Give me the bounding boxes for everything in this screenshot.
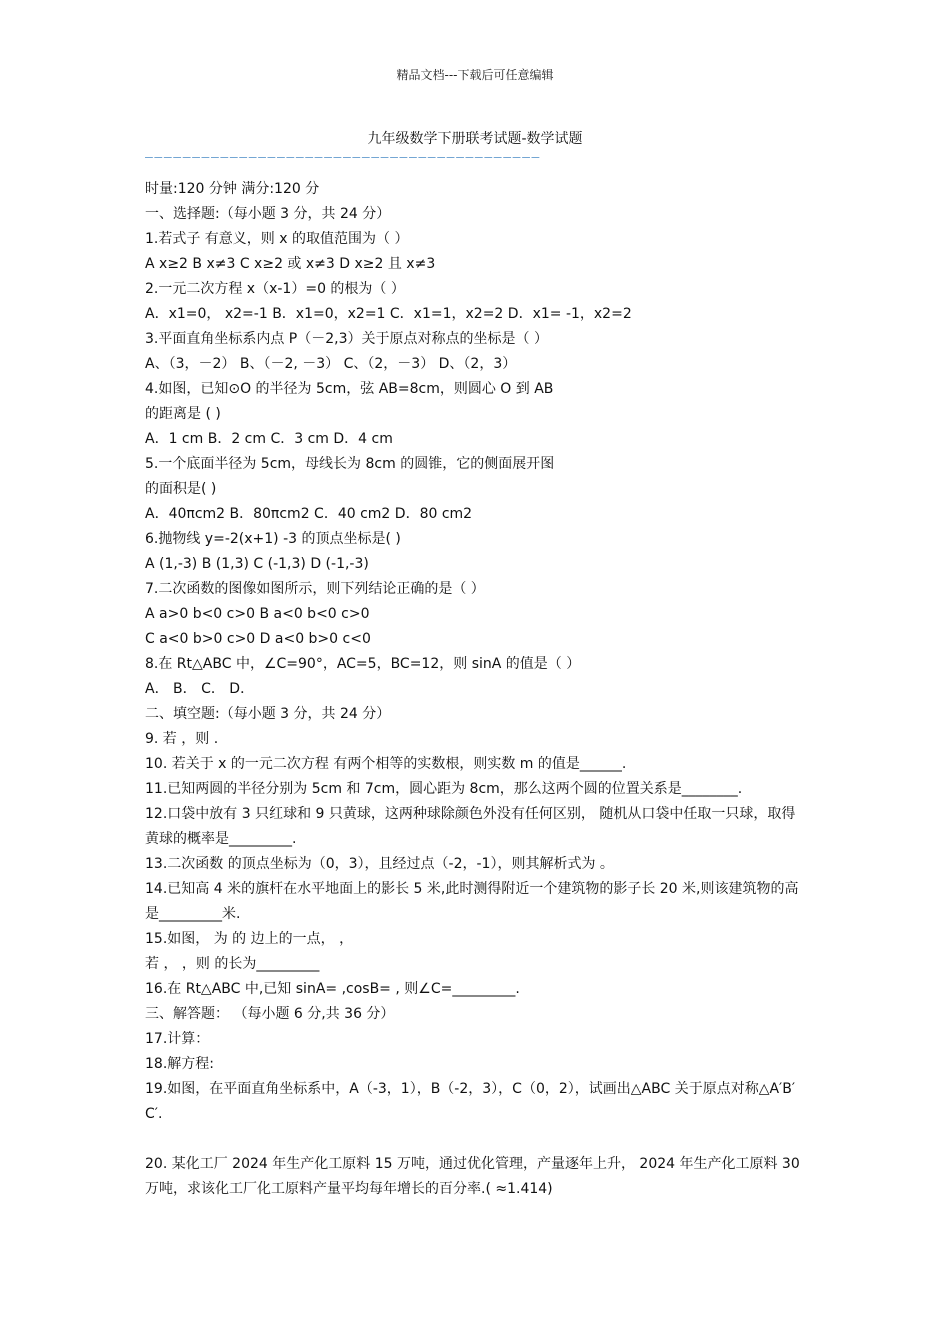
question-3: 3.平面直角坐标系内点 P（－2,3）关于原点对称点的坐标是（ ）: [145, 331, 548, 347]
section-heading-solve: 三、解答题： （每小题 6 分,共 36 分）: [145, 1006, 395, 1022]
question-10: 10. 若关于 x 的一元二次方程 有两个相等的实数根，则实数 m 的值是______.: [145, 756, 627, 772]
question-2-options: A．x1=0， x2=-1 B．x1=0，x2=1 C．x1=1，x2=2 D．x1= -1，x2=2: [145, 306, 632, 322]
question-6: 6.抛物线 y=-2(x+1) -3 的顶点坐标是( ): [145, 531, 401, 547]
question-13: 13.二次函数 的顶点坐标为（0，3），且经过点（-2，-1），则其解析式为 。: [145, 856, 614, 872]
question-9: 9. 若 ，则 .: [145, 731, 219, 747]
question-3-options: A、（3，－2） B、（－2, －3） C、（2，－3） D、（2，3）: [145, 356, 517, 372]
question-2: 2.一元二次方程 x（x-1）=0 的根为（ ）: [145, 281, 405, 297]
question-12: 12.口袋中放有 3 只红球和 9 只黄球，这两种球除颜色外没有任何区别， 随机从口袋中任取一只球，取得黄球的概率是_________.: [145, 806, 796, 847]
question-5-cont: 的面积是( ): [145, 481, 217, 497]
question-1-options: A x≥2 B x≠3 C x≥2 或 x≠3 D x≥2 且 x≠3: [145, 256, 436, 272]
question-8: 8.在 Rt△ABC 中，∠C=90°，AC=5，BC=12，则 sinA 的值是（ ）: [145, 656, 581, 672]
question-4-options: A．1 cm B．2 cm C．3 cm D．4 cm: [145, 431, 393, 447]
question-6-options: A (1,-3) B (1,3) C (-1,3) D (-1,-3): [145, 556, 369, 572]
question-19: 19.如图，在平面直角坐标系中，A（-3，1），B（-2，3），C（0，2），试画出△ABC 关于原点对称△A′B′C′.: [145, 1081, 795, 1122]
question-5-options: A．40πcm2 B．80πcm2 C．40 cm2 D．80 cm2: [145, 506, 473, 522]
question-15: 15.如图， 为 的 边上的一点， ，: [145, 931, 354, 947]
question-4-cont: 的距离是 ( ): [145, 406, 221, 422]
document-title: 九年级数学下册联考试题-数学试题: [367, 131, 583, 147]
question-7-options-cd: C a<0 b>0 c>0 D a<0 b>0 c<0: [145, 631, 371, 647]
question-1: 1.若式子 有意义，则 x 的取值范围为（ ）: [145, 231, 409, 247]
exam-info: 时量:120 分钟 满分:120 分: [145, 181, 320, 197]
question-14: 14.已知高 4 米的旗杆在水平地面上的影长 5 米,此时测得附近一个建筑物的影子长 20 米,则该建筑物的高是_________米.: [145, 881, 799, 922]
title-divider: ——————————————————————————————————————————: [145, 150, 541, 165]
question-18: 18.解方程:: [145, 1056, 214, 1072]
question-15-cont: 若 ， ，则 的长为_________: [145, 956, 320, 972]
spacer: [145, 1127, 807, 1152]
question-16: 16.在 Rt△ABC 中,已知 sinA= ,cosB= , 则∠C=_________.: [145, 981, 520, 997]
question-7-options-ab: A a>0 b<0 c>0 B a<0 b<0 c>0: [145, 606, 370, 622]
section-heading-fill: 二、填空题:（每小题 3 分，共 24 分）: [145, 706, 391, 722]
question-4: 4.如图，已知⊙O 的半径为 5cm，弦 AB=8cm，则圆心 O 到 AB: [145, 381, 554, 397]
question-20: 20. 某化工厂 2024 年生产化工原料 15 万吨，通过优化管理，产量逐年上升， 2024 年生产化工原料 30 万吨，求该化工厂化工原料产量平均每年增长的百分率.( ≈1.414): [145, 1156, 800, 1197]
header-note: 精品文档---下载后可任意编辑: [396, 68, 554, 82]
question-8-options: A． B． C． D．: [145, 681, 255, 697]
exam-content: [145, 177, 807, 1202]
section-heading-choice: 一、选择题:（每小题 3 分，共 24 分）: [145, 206, 391, 222]
question-17: 17.计算：: [145, 1031, 210, 1047]
question-7: 7.二次函数的图像如图所示，则下列结论正确的是（ ）: [145, 581, 485, 597]
question-11: 11.已知两圆的半径分别为 5cm 和 7cm，圆心距为 8cm，那么这两个圆的位置关系是________.: [145, 781, 743, 797]
question-5: 5.一个底面半径为 5cm，母线长为 8cm 的圆锥，它的侧面展开图: [145, 456, 555, 472]
